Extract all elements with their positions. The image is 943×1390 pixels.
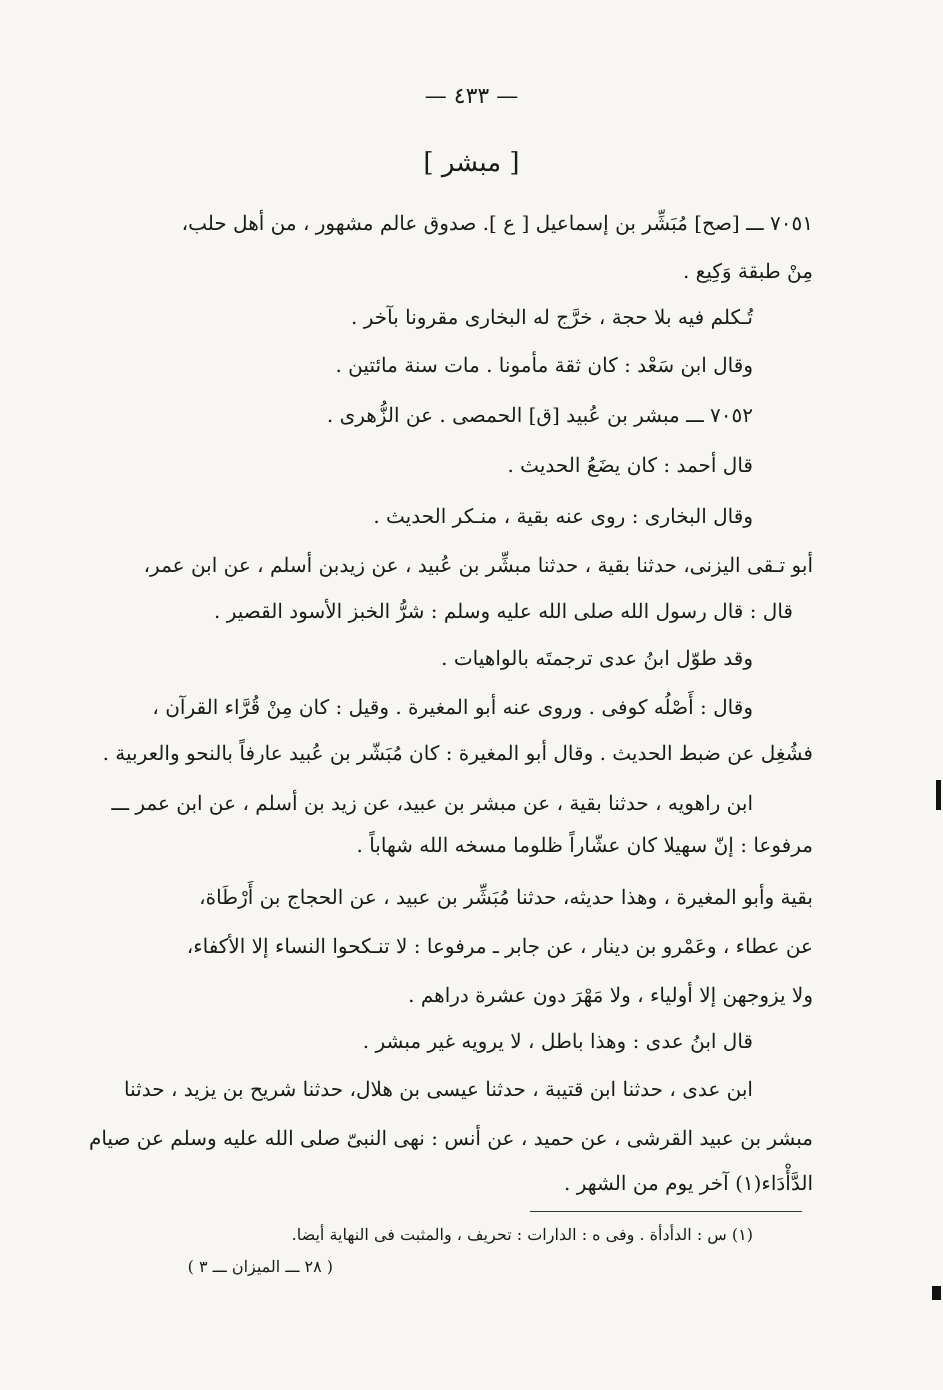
- entry-line: بقية وأبو المغيرة ، وهذا حديثه، حدثنا مُبَشِّر بن عبيد ، عن الحجاج بن أَرْطَاة،: [199, 885, 813, 909]
- entry-line: قال : قال رسول الله صلى الله عليه وسلم : شرُّ الخبز الأسود القصير .: [214, 599, 793, 623]
- entry-line: فشُغِل عن ضبط الحديث . وقال أبو المغيرة : كان مُبَشّر بن عُبيد عارفاً بالنحو والعربية .: [102, 741, 813, 765]
- scan-edge-mark: [932, 1286, 941, 1300]
- entry-line: مِنْ طبقة وَكِيع .: [682, 259, 813, 283]
- entry-line: ولا يزوجهن إلا أولياء ، ولا مَهْرَ دون عشرة دراهم .: [408, 983, 813, 1007]
- entry-line: قال ابنُ عدى : وهذا باطل ، لا يرويه غير مبشر .: [362, 1029, 753, 1053]
- entry-line: ٧٠٥٢ ـــ مبشر بن عُبيد [ق] الحمصى . عن الزُّهرى .: [326, 403, 753, 427]
- entry-line: تُـكلم فيه بلا حجة ، خرَّج له البخارى مقرونا بآخر .: [351, 305, 753, 329]
- entry-line: وقد طوّل ابنُ عدى ترجمتَه بالواهيات .: [441, 646, 753, 670]
- entry-line: مرفوعا : إنّ سهيلا كان عشّاراً ظلوما مسخه الله شهاباً .: [356, 833, 813, 857]
- entry-line: وقال البخارى : روى عنه بقية ، منـكر الحديث .: [373, 504, 753, 528]
- entry-line: أبو تـقى اليزنى، حدثنا بقية ، حدثنا مبشِّر بن عُبيد ، عن زيدبن أسلم ، عن ابن عمر،: [143, 553, 813, 577]
- entry-line: الدَّأْدَاء(١) آخر يوم من الشهر .: [564, 1171, 813, 1195]
- entry-line: قال أحمد : كان يضَعُ الحديث .: [507, 453, 753, 477]
- entry-line: وقال ابن سَعْد : كان ثقة مأمونا . مات سنة مائتين .: [335, 353, 753, 377]
- entry-line: ٧٠٥١ ـــ [صح] مُبَشِّر بن إسماعيل [ ع ]. صدوق عالم مشهور ، من أهل حلب،: [181, 211, 813, 235]
- entry-line: ابن عدى ، حدثنا ابن قتيبة ، حدثنا عيسى بن هلال، حدثنا شريح بن يزيد ، حدثنا: [124, 1077, 753, 1101]
- footnote-divider: [530, 1211, 802, 1212]
- entry-line: ابن راهويه ، حدثنا بقية ، عن مبشر بن عبيد، عن زيد بن أسلم ، عن ابن عمر ـــ: [111, 791, 753, 815]
- entry-line: عن عطاء ، وعَمْرو بن دينار ، عن جابر ـ مرفوعا : لا تنـكحوا النساء إلا الأكفاء،: [186, 934, 813, 958]
- entry-line: مبشر بن عبيد القرشى ، عن حميد ، عن أنس : نهى النبىّ صلى الله عليه وسلم عن صيام: [88, 1126, 813, 1150]
- signature-mark: ( ٢٨ ـــ الميزان ـــ ٣ ): [187, 1257, 333, 1276]
- entry-line: وقال : أَصْلُه كوفى . وروى عنه أبو المغيرة . وقيل : كان مِنْ قُرَّاء القرآن ،: [152, 695, 753, 719]
- footnote: (١) س : الدأدأة . وفى ه : الدارات : تحريف ، والمثبت فى النهاية أيضا.: [291, 1225, 753, 1244]
- scan-edge-mark: [936, 780, 941, 810]
- section-title: [ مبشر ]: [423, 148, 520, 178]
- page-number: — ٤٣٣ —: [424, 84, 519, 109]
